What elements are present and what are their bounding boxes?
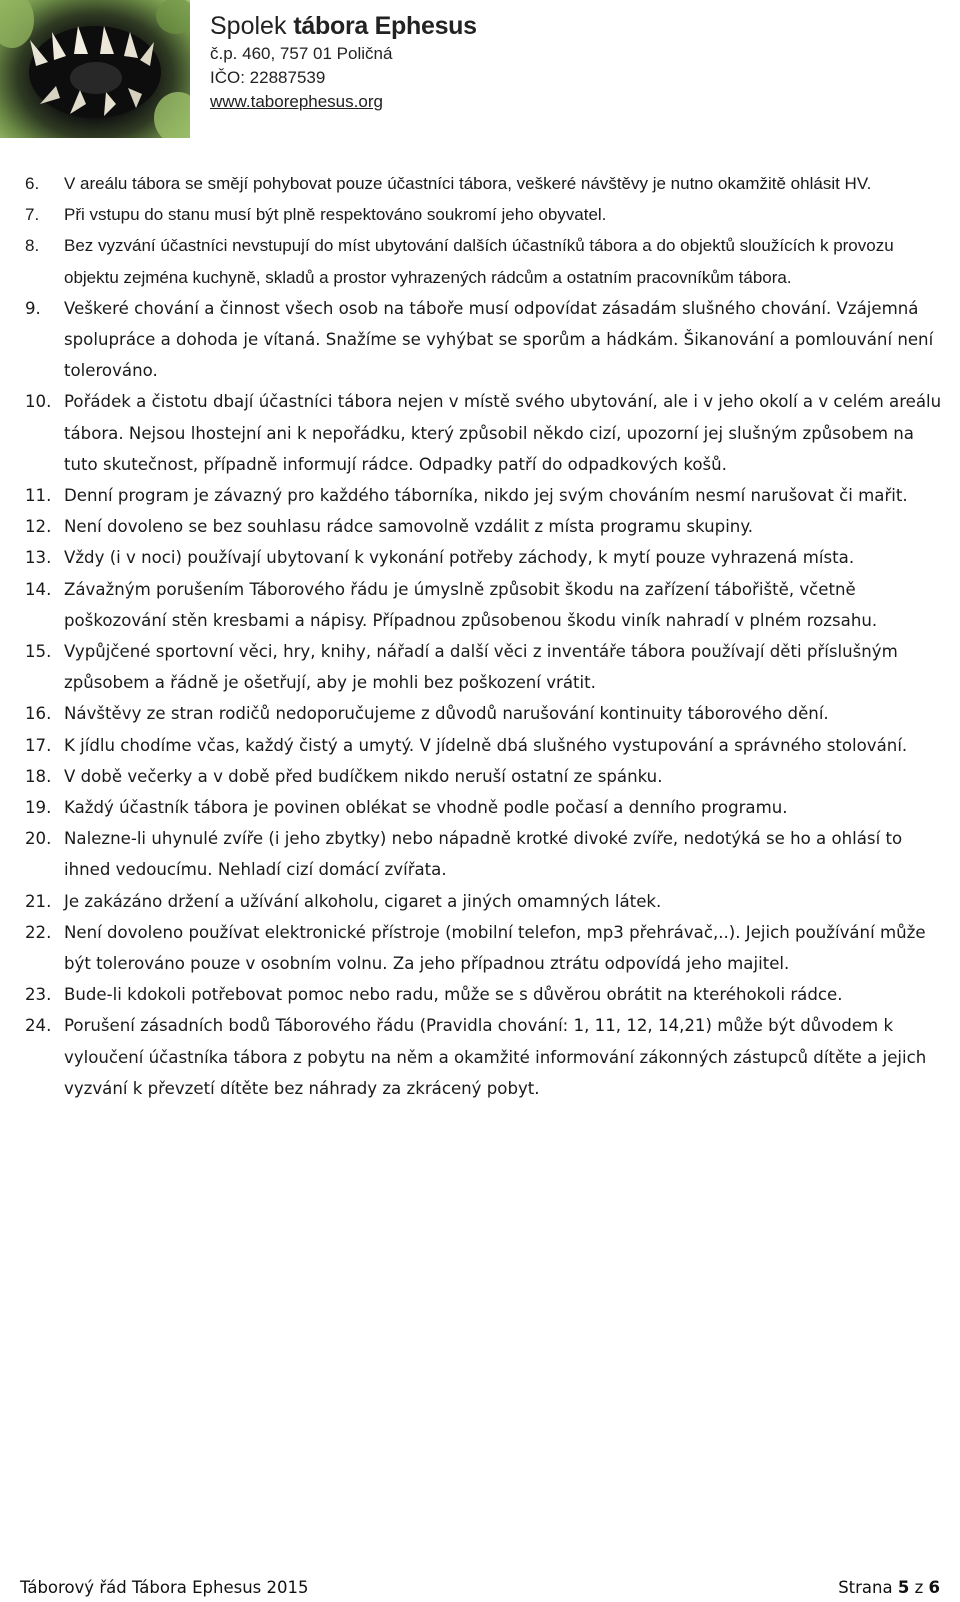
rule-item bbox=[25, 574, 950, 636]
page-header bbox=[0, 0, 960, 140]
rule-text: Porušení zásadních bodů Táborového řádu (Pravidla chování: 1, 11, 12, 14,21) může být důvodem k vyloučení účastníka tábora z pobytu na něm a okamžité informování zákonných zástupců dítěte a jejich vyzvání k převzetí dítěte bez náhrady za zkrácený pobyt. bbox=[64, 1016, 927, 1098]
rule-number: 23. bbox=[25, 985, 52, 1005]
rule-item bbox=[25, 823, 950, 885]
page-separator: z bbox=[914, 1578, 924, 1597]
rule-item bbox=[25, 168, 950, 199]
rule-number: 15. bbox=[25, 642, 52, 662]
footer-document-title: Táborový řád Tábora Ephesus 2015 bbox=[20, 1578, 309, 1597]
org-info bbox=[210, 10, 477, 114]
page-total: 6 bbox=[928, 1578, 940, 1597]
rule-number: 16. bbox=[25, 704, 52, 724]
rule-number: 7. bbox=[25, 205, 40, 225]
rule-text: Není dovoleno používat elektronické přístroje (mobilní telefon, mp3 přehrávač,..). Jejich používání může být tolerováno pouze v osobním volnu. Za jeho případnou ztrátu odpovídá jeho majitel. bbox=[64, 922, 926, 974]
rule-number: 17. bbox=[25, 735, 52, 755]
rule-number: 19. bbox=[25, 798, 52, 818]
rule-text: Návštěvy ze stran rodičů nedoporučujeme z důvodů narušování kontinuity táborového dění. bbox=[64, 704, 829, 724]
rule-item bbox=[25, 199, 950, 230]
rule-text: Vždy (i v noci) používají ubytovaní k vykonání potřeby záchody, k mytí pouze vyhrazená místa. bbox=[64, 548, 855, 568]
logo-image bbox=[0, 0, 190, 138]
rule-text: Každý účastník tábora je povinen oblékat se vhodně podle počasí a denního programu. bbox=[64, 798, 788, 818]
rule-number: 18. bbox=[25, 766, 52, 786]
rule-text: Vypůjčené sportovní věci, hry, knihy, nářadí a další věci z inventáře tábora používají děti příslušným způsobem a řádně je ošetřují, aby je mohli bez poškození vrátit. bbox=[64, 642, 898, 693]
rule-text: Denní program je závazný pro každého táborníka, nikdo jej svým chováním nesmí narušovat či mařit. bbox=[64, 486, 908, 506]
rule-number: 22. bbox=[25, 922, 52, 942]
rule-text: Závažným porušením Táborového řádu je úmyslně způsobit škodu na zařízení tábořiště, včetně poškozování stěn kresbami a nápisy. Případnou způsobenou škodu viník nahradí v plném rozsahu. bbox=[64, 579, 878, 630]
rule-item bbox=[25, 979, 950, 1010]
rule-item bbox=[25, 1010, 950, 1104]
rule-item bbox=[25, 386, 950, 480]
page-current: 5 bbox=[897, 1578, 910, 1597]
org-website-link[interactable]: www.taborephesus.org bbox=[210, 92, 383, 111]
rule-text: Bez vyzvání účastníci nevstupují do míst ubytování dalších účastníků tábora a do objektů sloužících k provozu objektu zejména kuchyně, skladů a prostor vyhrazených rádcům a ostatním pracovníkům tábora. bbox=[64, 236, 894, 287]
rule-item bbox=[25, 542, 950, 573]
rule-text: Veškeré chování a činnost všech osob na táboře musí odpovídat zásadám slušného chování. Vzájemná spolupráce a dohoda je vítaná. Snažíme se vyhýbat se sporům a hádkám. Šikanování a pomlouvání není tolerováno. bbox=[64, 298, 934, 381]
rule-item bbox=[25, 293, 950, 387]
org-name bbox=[210, 10, 477, 42]
rule-item bbox=[25, 917, 950, 979]
rule-item bbox=[25, 730, 950, 761]
rule-text: Pořádek a čistotu dbají účastníci tábora nejen v místě svého ubytování, ale i v jeho okolí a v celém areálu tábora. Nejsou lhostejní ani k nepořádku, který způsobil někdo cizí, upozorní jej slušným způsobem na tuto skutečnost, případně informují rádce. Odpadky patří do odpadkových košů. bbox=[64, 392, 942, 474]
rule-text: K jídlu chodíme včas, každý čistý a umytý. V jídelně dbá slušného vystupování a správného stolování. bbox=[64, 735, 908, 755]
rule-number: 11. bbox=[25, 486, 52, 506]
rule-number: 13. bbox=[25, 548, 52, 568]
rule-text: V době večerky a v době před budíčkem nikdo neruší ostatní ze spánku. bbox=[64, 766, 663, 786]
rule-number: 20. bbox=[25, 829, 52, 849]
rule-number: 8. bbox=[25, 236, 40, 256]
rule-number: 10. bbox=[25, 392, 52, 412]
org-name-bold: tábora Ephesus bbox=[293, 12, 477, 40]
rule-text: Při vstupu do stanu musí být plně respektováno soukromí jeho obyvatel. bbox=[64, 205, 607, 225]
rule-item bbox=[25, 480, 950, 511]
rule-number: 21. bbox=[25, 891, 52, 911]
org-address: č.p. 460, 757 01 Poličná bbox=[210, 44, 393, 63]
rule-number: 6. bbox=[25, 174, 40, 193]
rule-text: Nalezne-li uhynulé zvíře (i jeho zbytky) nebo nápadně krotké divoké zvíře, nedotýká se ho a ohlásí to ihned vedoucímu. Nehladí cizí domácí zvířata. bbox=[64, 829, 903, 880]
rule-text: V areálu tábora se smějí pohybovat pouze účastníci tábora, veškeré návštěvy je nutno okamžitě ohlásit HV. bbox=[64, 174, 872, 193]
rule-item bbox=[25, 761, 950, 792]
page-label: Strana bbox=[838, 1578, 893, 1597]
rule-item bbox=[25, 636, 950, 698]
rule-number: 24. bbox=[25, 1016, 52, 1036]
rule-item bbox=[25, 511, 950, 542]
rules-list bbox=[25, 168, 950, 1104]
rule-text: Není dovoleno se bez souhlasu rádce samovolně vzdálit z místa programu skupiny. bbox=[64, 517, 754, 537]
rule-number: 12. bbox=[25, 517, 52, 537]
org-name-prefix: Spolek bbox=[210, 12, 287, 40]
org-ico: IČO: 22887539 bbox=[210, 68, 326, 87]
rule-text: Bude-li kdokoli potřebovat pomoc nebo radu, může se s důvěrou obrátit na kteréhokoli rádce. bbox=[64, 985, 843, 1005]
rule-item bbox=[25, 792, 950, 823]
rule-number: 14. bbox=[25, 579, 52, 599]
footer-page-number bbox=[838, 1578, 940, 1597]
rule-number: 9. bbox=[25, 298, 41, 318]
rule-item bbox=[25, 886, 950, 917]
rule-item bbox=[25, 698, 950, 729]
rule-item bbox=[25, 230, 950, 292]
rule-text: Je zakázáno držení a užívání alkoholu, cigaret a jiných omamných látek. bbox=[64, 891, 662, 911]
logo bbox=[0, 0, 190, 138]
